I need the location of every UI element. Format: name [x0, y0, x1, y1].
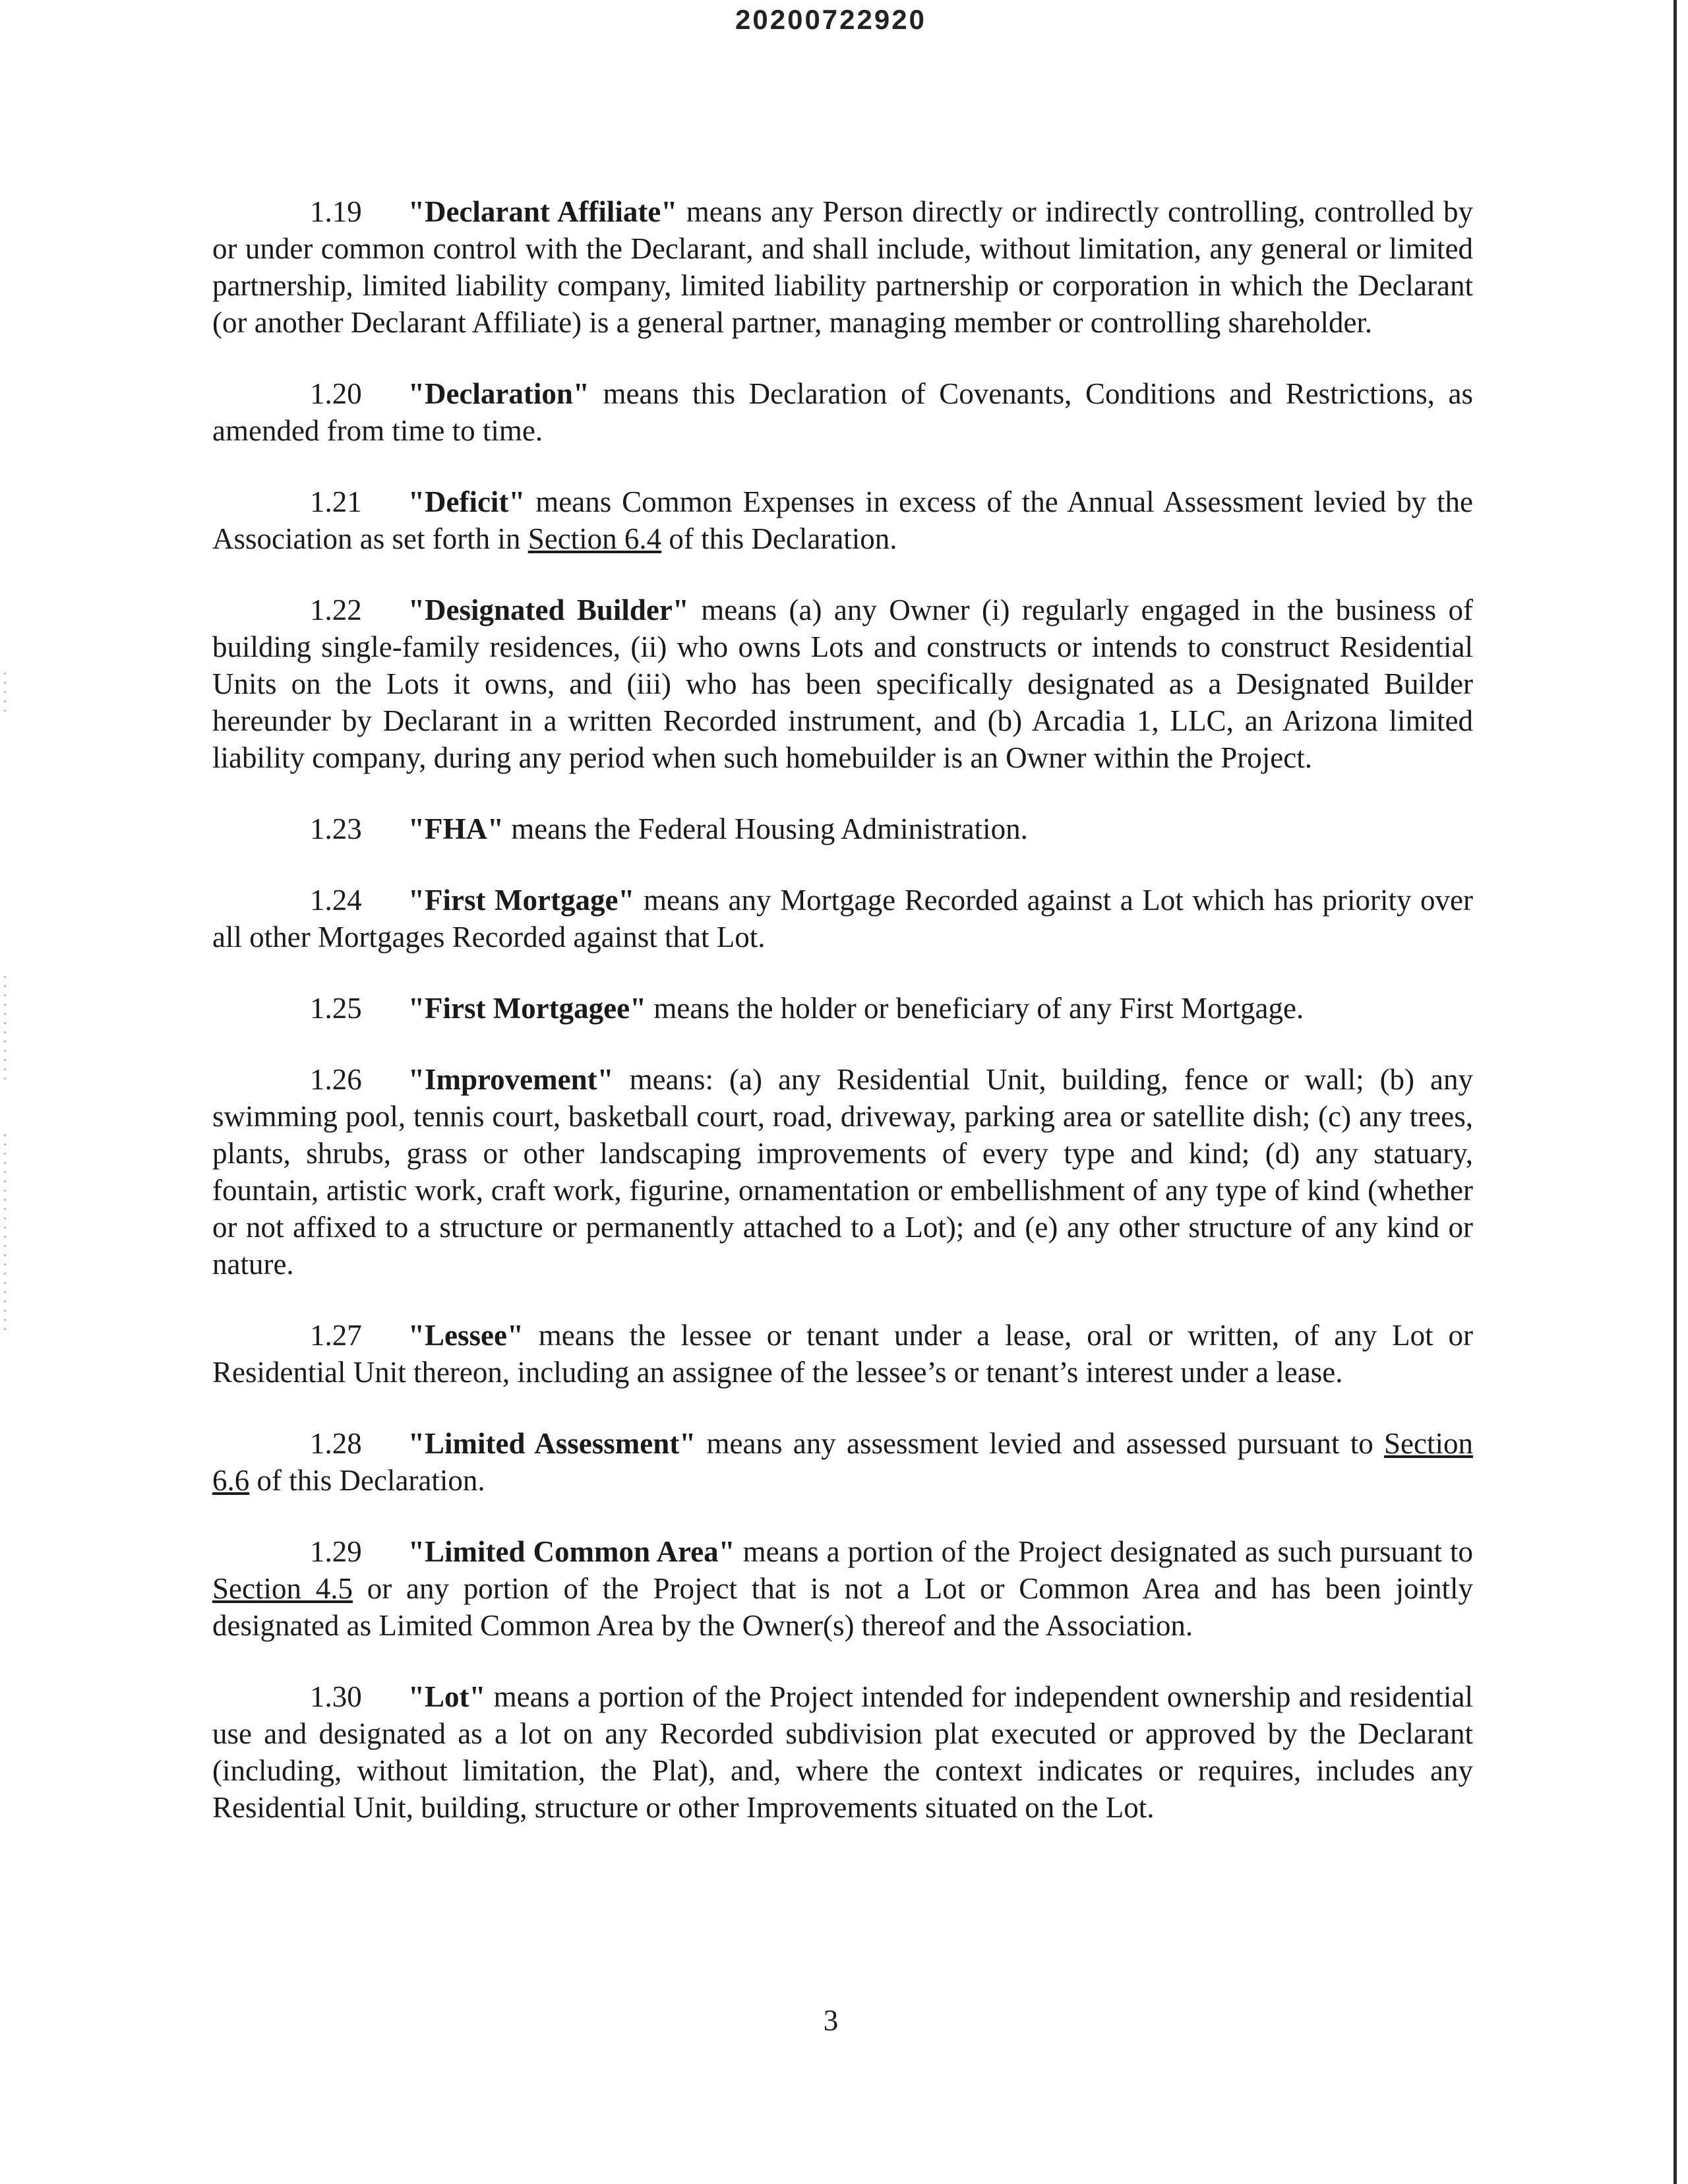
definition-text: means this Declaration of Covenants, Conditions and Restrictions, as amended from time to time. — [212, 377, 1473, 447]
defined-term: "FHA" — [408, 812, 504, 845]
definition-text: means a portion of the Project designated as such pursuant to — [735, 1535, 1473, 1568]
definition-paragraph — [212, 1317, 1473, 1391]
definition-paragraph — [212, 193, 1473, 341]
definition-text: means any Mortgage Recorded against a Lot which has priority over all other Mortgages Recorded against that Lot. — [212, 884, 1473, 954]
section-reference: Section 6.6 — [212, 1427, 1473, 1497]
definition-text: means (a) any Owner (i) regularly engaged in the business of building single-family residences, (ii) who owns Lots and constructs or intends to construct Residential Units on the Lots it owns, and (iii) who has been specifically designated as a Designated Builder hereunder by Declarant in a written Recorded instrument, and (b) Arcadia 1, LLC, an Arizona limited liability company, during any period when such homebuilder is an Owner within the Project. — [212, 593, 1474, 774]
definition-paragraph — [212, 483, 1473, 557]
section-reference: Section 6.4 — [528, 522, 662, 555]
page-number: 3 — [823, 2004, 839, 2037]
definition-text: means: (a) any Residential Unit, building, fence or wall; (b) any swimming pool, tennis court, basketball court, road, driveway, parking area or satellite dish; (c) any trees, plants, shrubs, grass or other landscaping improvements of every type and kind; (d) any statuary, fountain, artistic work, craft work, figurine, ornamentation or embellishment of any type of kind (whether or not affixed to a structure or permanently attached to a Lot); and (e) any other structure of any kind or nature. — [212, 1063, 1473, 1281]
definition-text: means the holder or beneficiary of any First Mortgage. — [646, 992, 1304, 1025]
definition-paragraph — [212, 882, 1473, 956]
definition-paragraph — [212, 592, 1473, 776]
definition-text: means Common Expenses in excess of the Annual Assessment levied by the Association as set forth in — [212, 485, 1473, 555]
section-number: 1.27 — [310, 1319, 362, 1352]
section-number: 1.20 — [310, 377, 362, 410]
defined-term: "Designated Builder" — [408, 593, 689, 626]
section-number: 1.28 — [310, 1427, 362, 1460]
section-number: 1.25 — [310, 992, 362, 1025]
definition-paragraph — [212, 1061, 1473, 1283]
definition-paragraph — [212, 1533, 1473, 1644]
section-number: 1.22 — [310, 593, 362, 626]
definition-text: of this Declaration. — [661, 522, 897, 555]
definition-text: means the lessee or tenant under a lease, oral or written, of any Lot or Residential Unit thereon, including an assignee of the lessee’s or tenant’s interest under a lease. — [212, 1319, 1473, 1389]
document-number: 20200722920 — [735, 4, 926, 35]
section-number: 1.29 — [310, 1535, 362, 1568]
defined-term: "Limited Assessment" — [408, 1427, 696, 1460]
scan-artifact — [4, 976, 6, 1081]
section-number: 1.30 — [310, 1680, 362, 1713]
definition-text: or any portion of the Project that is not a Lot or Common Area and has been jointly designated as Limited Common Area by the Owner(s) thereof and the Association. — [212, 1572, 1473, 1642]
definition-text: means any assessment levied and assessed pursuant to — [696, 1427, 1385, 1460]
defined-term: "First Mortgage" — [408, 884, 635, 917]
definition-text: means the Federal Housing Administration. — [503, 812, 1028, 845]
section-number: 1.23 — [310, 812, 362, 845]
defined-term: "Declaration" — [408, 377, 589, 410]
definitions-section — [212, 193, 1473, 1860]
page-edge-rule — [1673, 0, 1677, 2184]
definition-text: of this Declaration. — [249, 1464, 485, 1497]
definition-paragraph — [212, 810, 1473, 847]
scan-artifact — [4, 1134, 6, 1332]
definition-paragraph — [212, 990, 1473, 1027]
defined-term: "Limited Common Area" — [408, 1535, 735, 1568]
defined-term: "Declarant Affiliate" — [408, 195, 678, 228]
definition-paragraph — [212, 1678, 1473, 1826]
defined-term: "First Mortgagee" — [408, 992, 647, 1025]
scan-artifact — [4, 673, 6, 712]
definition-paragraph — [212, 375, 1473, 449]
section-number: 1.19 — [310, 195, 362, 228]
defined-term: "Improvement" — [408, 1063, 614, 1096]
section-reference: Section 4.5 — [212, 1572, 353, 1605]
definition-paragraph — [212, 1425, 1473, 1499]
section-number: 1.24 — [310, 884, 362, 917]
definition-text: means a portion of the Project intended for independent ownership and residential use and designated as a lot on any Recorded subdivision plat executed or approved by the Declarant (including, without limitation, the Plat), and, where the context indicates or requires, includes any Residential Unit, building, structure or other Improvements situated on the Lot. — [212, 1680, 1473, 1824]
defined-term: "Lessee" — [408, 1319, 524, 1352]
definition-text: means any Person directly or indirectly controlling, controlled by or under common control with the Declarant, and shall include, without limitation, any general or limited partnership, limited liability company, limited liability partnership or corporation in which the Declarant (or another Declarant Affiliate) is a general partner, managing member or controlling shareholder. — [212, 195, 1473, 339]
defined-term: "Lot" — [408, 1680, 486, 1713]
defined-term: "Deficit" — [408, 485, 526, 518]
section-number: 1.21 — [310, 485, 362, 518]
section-number: 1.26 — [310, 1063, 362, 1096]
